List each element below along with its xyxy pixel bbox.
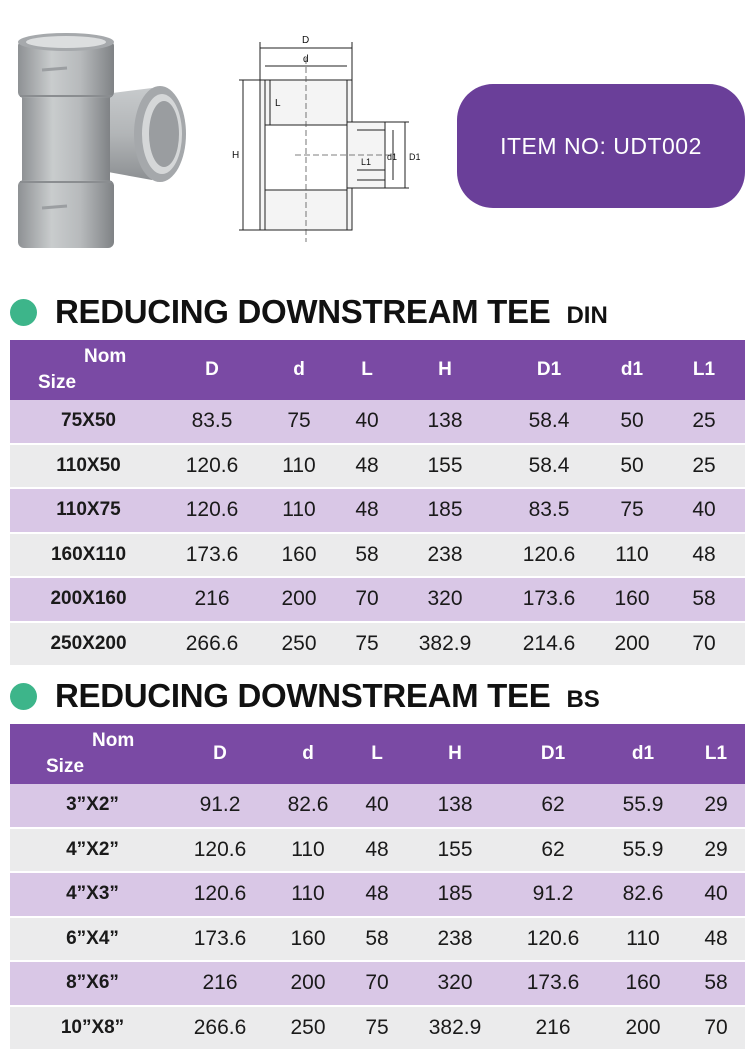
value-cell: 70 <box>687 1006 745 1051</box>
value-cell: 266.6 <box>175 1006 265 1051</box>
dim-label-L: L <box>275 98 281 109</box>
value-cell: 48 <box>351 828 403 873</box>
header-col: H <box>393 340 497 400</box>
value-cell: 173.6 <box>497 577 601 622</box>
value-cell: 320 <box>393 577 497 622</box>
size-cell: 75X50 <box>10 400 167 444</box>
size-cell: 110X75 <box>10 488 167 533</box>
value-cell: 200 <box>601 622 663 667</box>
value-cell: 29 <box>687 784 745 828</box>
value-cell: 110 <box>601 533 663 578</box>
value-cell: 110 <box>599 917 687 962</box>
bullet-dot-icon <box>10 683 37 710</box>
table-row <box>10 872 745 917</box>
value-cell: 70 <box>351 961 403 1006</box>
dim-label-d: d <box>303 54 309 65</box>
value-cell: 382.9 <box>403 1006 507 1051</box>
size-cell: 3”X2” <box>10 784 175 828</box>
value-cell: 70 <box>341 577 393 622</box>
header-nom: Nom <box>92 730 135 751</box>
din-spec-table <box>10 340 745 667</box>
din-section-title <box>10 290 608 334</box>
value-cell: 29 <box>687 828 745 873</box>
header-col: d <box>265 724 351 784</box>
value-cell: 160 <box>265 917 351 962</box>
value-cell: 173.6 <box>167 533 257 578</box>
din-standard: DIN <box>566 302 608 329</box>
table-row <box>10 577 745 622</box>
value-cell: 200 <box>257 577 341 622</box>
value-cell: 82.6 <box>265 784 351 828</box>
value-cell: 75 <box>257 400 341 444</box>
value-cell: 155 <box>403 828 507 873</box>
size-cell: 250X200 <box>10 622 167 667</box>
value-cell: 155 <box>393 444 497 489</box>
value-cell: 382.9 <box>393 622 497 667</box>
value-cell: 120.6 <box>507 917 599 962</box>
value-cell: 58 <box>341 533 393 578</box>
value-cell: 173.6 <box>507 961 599 1006</box>
value-cell: 250 <box>265 1006 351 1051</box>
header-col: L <box>341 340 393 400</box>
value-cell: 25 <box>663 444 745 489</box>
value-cell: 58 <box>351 917 403 962</box>
table-row <box>10 533 745 578</box>
table-header-row <box>10 340 745 400</box>
value-cell: 58.4 <box>497 444 601 489</box>
item-number-badge <box>457 84 745 208</box>
value-cell: 160 <box>599 961 687 1006</box>
table-row <box>10 444 745 489</box>
table-row <box>10 784 745 828</box>
value-cell: 91.2 <box>175 784 265 828</box>
product-header <box>0 0 750 270</box>
table-row <box>10 622 745 667</box>
value-cell: 82.6 <box>599 872 687 917</box>
value-cell: 185 <box>393 488 497 533</box>
value-cell: 40 <box>351 784 403 828</box>
value-cell: 50 <box>601 400 663 444</box>
value-cell: 48 <box>687 917 745 962</box>
value-cell: 120.6 <box>175 828 265 873</box>
value-cell: 160 <box>601 577 663 622</box>
table-row <box>10 488 745 533</box>
value-cell: 120.6 <box>167 488 257 533</box>
header-nom: Nom <box>84 346 127 367</box>
value-cell: 160 <box>257 533 341 578</box>
table-row <box>10 400 745 444</box>
value-cell: 62 <box>507 784 599 828</box>
header-col: d1 <box>601 340 663 400</box>
value-cell: 120.6 <box>167 444 257 489</box>
header-col: D1 <box>497 340 601 400</box>
value-cell: 200 <box>599 1006 687 1051</box>
header-size: Size <box>38 372 77 393</box>
header-col: d <box>257 340 341 400</box>
header-col: L1 <box>687 724 745 784</box>
din-title: REDUCING DOWNSTREAM TEE <box>55 293 551 330</box>
dim-label-L1: L1 <box>361 157 372 167</box>
header-col: L <box>351 724 403 784</box>
dim-label-D1: D1 <box>409 152 421 162</box>
value-cell: 48 <box>341 444 393 489</box>
value-cell: 48 <box>663 533 745 578</box>
value-cell: 58.4 <box>497 400 601 444</box>
size-cell: 160X110 <box>10 533 167 578</box>
technical-drawing <box>225 30 425 245</box>
size-cell: 200X160 <box>10 577 167 622</box>
value-cell: 173.6 <box>175 917 265 962</box>
value-cell: 70 <box>663 622 745 667</box>
bs-title: REDUCING DOWNSTREAM TEE <box>55 677 551 714</box>
value-cell: 50 <box>601 444 663 489</box>
size-cell: 6”X4” <box>10 917 175 962</box>
table-row <box>10 1006 745 1051</box>
product-photo <box>12 30 192 255</box>
table-row <box>10 828 745 873</box>
header-col: D <box>175 724 265 784</box>
size-cell: 4”X2” <box>10 828 175 873</box>
value-cell: 40 <box>663 488 745 533</box>
value-cell: 216 <box>167 577 257 622</box>
value-cell: 58 <box>663 577 745 622</box>
value-cell: 120.6 <box>175 872 265 917</box>
value-cell: 266.6 <box>167 622 257 667</box>
size-cell: 10”X8” <box>10 1006 175 1051</box>
table-header-row <box>10 724 745 784</box>
value-cell: 238 <box>393 533 497 578</box>
value-cell: 110 <box>265 828 351 873</box>
value-cell: 25 <box>663 400 745 444</box>
bs-standard: BS <box>566 686 600 713</box>
value-cell: 83.5 <box>497 488 601 533</box>
header-col: D <box>167 340 257 400</box>
value-cell: 110 <box>257 488 341 533</box>
value-cell: 55.9 <box>599 784 687 828</box>
din-table-body <box>10 400 745 666</box>
size-cell: 110X50 <box>10 444 167 489</box>
size-cell: 4”X3” <box>10 872 175 917</box>
size-cell: 8”X6” <box>10 961 175 1006</box>
value-cell: 200 <box>265 961 351 1006</box>
value-cell: 75 <box>351 1006 403 1051</box>
value-cell: 185 <box>403 872 507 917</box>
value-cell: 83.5 <box>167 400 257 444</box>
header-nom-size <box>10 724 175 784</box>
bs-spec-table <box>10 724 745 1051</box>
value-cell: 214.6 <box>497 622 601 667</box>
table-row <box>10 917 745 962</box>
header-nom-size <box>10 340 167 400</box>
bullet-dot-icon <box>10 299 37 326</box>
item-number-label: ITEM NO: UDT002 <box>500 132 702 159</box>
value-cell: 75 <box>601 488 663 533</box>
value-cell: 110 <box>257 444 341 489</box>
value-cell: 216 <box>507 1006 599 1051</box>
value-cell: 250 <box>257 622 341 667</box>
value-cell: 320 <box>403 961 507 1006</box>
value-cell: 91.2 <box>507 872 599 917</box>
value-cell: 75 <box>341 622 393 667</box>
bs-section-title <box>10 674 600 718</box>
value-cell: 110 <box>265 872 351 917</box>
value-cell: 48 <box>351 872 403 917</box>
header-size: Size <box>46 756 85 777</box>
value-cell: 58 <box>687 961 745 1006</box>
header-col: d1 <box>599 724 687 784</box>
value-cell: 120.6 <box>497 533 601 578</box>
header-col: H <box>403 724 507 784</box>
value-cell: 48 <box>341 488 393 533</box>
value-cell: 40 <box>341 400 393 444</box>
value-cell: 62 <box>507 828 599 873</box>
dim-label-D: D <box>302 35 310 46</box>
value-cell: 138 <box>393 400 497 444</box>
value-cell: 138 <box>403 784 507 828</box>
value-cell: 216 <box>175 961 265 1006</box>
value-cell: 40 <box>687 872 745 917</box>
dim-label-H: H <box>232 150 240 161</box>
header-col: D1 <box>507 724 599 784</box>
header-col: L1 <box>663 340 745 400</box>
value-cell: 55.9 <box>599 828 687 873</box>
table-row <box>10 961 745 1006</box>
value-cell: 238 <box>403 917 507 962</box>
dim-label-d1: d1 <box>387 152 398 162</box>
bs-table-body <box>10 784 745 1050</box>
